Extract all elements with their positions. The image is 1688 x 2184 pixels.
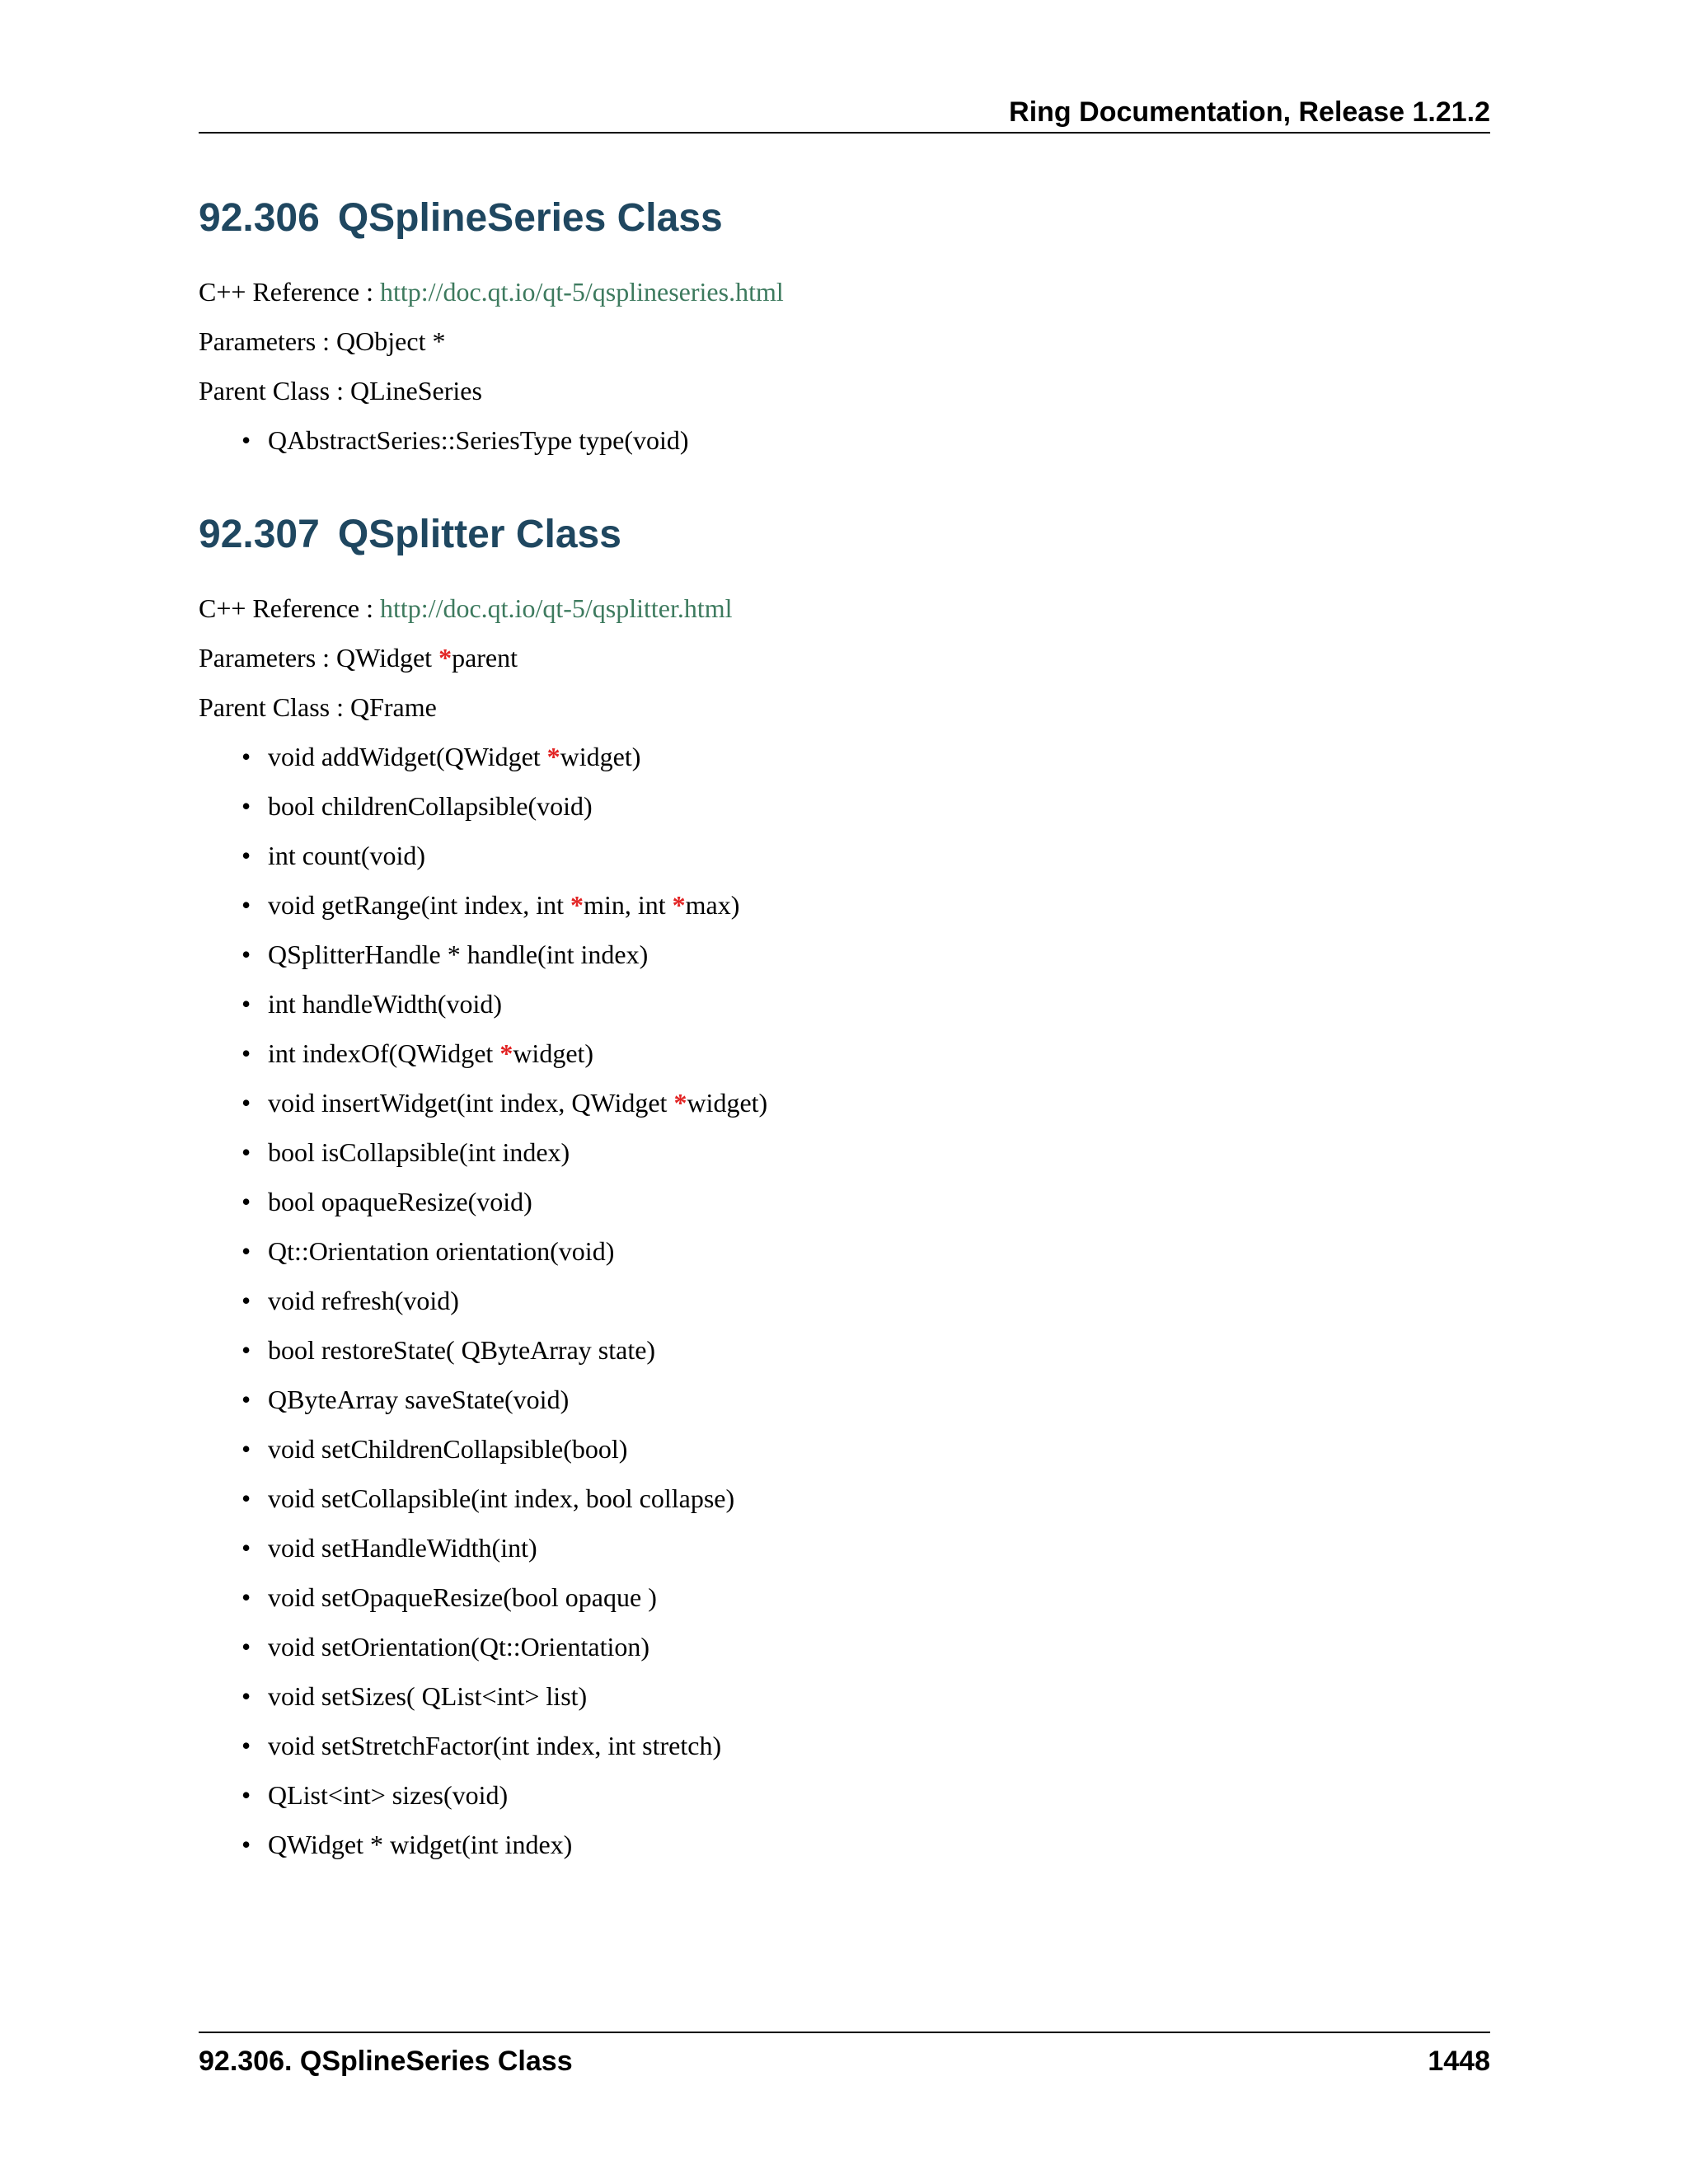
method-item [241, 1531, 1490, 1564]
parameters [199, 641, 1490, 674]
parent-class [199, 374, 1490, 407]
section-number: 92.307 [199, 513, 320, 556]
bullet-icon: • [241, 1187, 251, 1216]
method-signature: Qt::Orientation orientation(void) [268, 1236, 615, 1266]
bullet-icon: • [241, 1632, 251, 1661]
bullet-icon: • [241, 940, 251, 969]
method-item [241, 1432, 1490, 1465]
method-signature: QAbstractSeries::SeriesType type(void) [268, 425, 689, 455]
bullet-icon: • [241, 1434, 251, 1464]
page-number: 1448 [1428, 2046, 1490, 2077]
method-item [241, 839, 1490, 872]
method-signature: bool childrenCollapsible(void) [268, 791, 593, 821]
method-item [241, 987, 1490, 1020]
parent-class-label: Parent Class : [199, 692, 344, 722]
method-item [241, 1828, 1490, 1861]
method-item [241, 1086, 1490, 1119]
method-item [241, 1333, 1490, 1366]
bullet-icon: • [241, 1830, 251, 1859]
method-signature: bool opaqueResize(void) [268, 1187, 532, 1216]
page-footer [199, 2032, 1490, 2083]
cpp-reference-link[interactable]: http://doc.qt.io/qt-5/qsplineseries.html [380, 277, 784, 307]
section-qsplineseries [199, 190, 1490, 457]
bullet-icon: • [241, 742, 251, 771]
bullet-icon: • [241, 1137, 251, 1167]
bullet-icon: • [241, 989, 251, 1019]
cpp-reference [199, 592, 1490, 625]
parameters-value: QWidget *parent [336, 643, 518, 673]
method-list [199, 424, 1490, 457]
method-item [241, 938, 1490, 971]
pointer-star: * [672, 890, 686, 920]
pointer-star: * [673, 1088, 687, 1118]
method-item [241, 1383, 1490, 1416]
method-signature: void refresh(void) [268, 1286, 459, 1315]
method-signature: void setOrientation(Qt::Orientation) [268, 1632, 649, 1661]
bullet-icon: • [241, 1483, 251, 1513]
pointer-star: * [499, 1038, 513, 1068]
parameters-label: Parameters : [199, 643, 331, 673]
bullet-icon: • [241, 1582, 251, 1612]
bullet-icon: • [241, 1236, 251, 1266]
parent-class-value: QFrame [349, 692, 437, 722]
bullet-icon: • [241, 1731, 251, 1760]
cpp-reference [199, 275, 1490, 308]
method-item [241, 740, 1490, 773]
method-signature: int indexOf(QWidget *widget) [268, 1038, 594, 1068]
bullet-icon: • [241, 1088, 251, 1118]
method-item [241, 888, 1490, 921]
bullet-icon: • [241, 841, 251, 870]
method-signature: void insertWidget(int index, QWidget *widget) [268, 1088, 768, 1118]
method-item [241, 1581, 1490, 1614]
method-item [241, 790, 1490, 823]
bullet-icon: • [241, 890, 251, 920]
section-title: QSplitter Class [337, 513, 621, 556]
method-signature: QList<int> sizes(void) [268, 1780, 509, 1810]
method-signature: int handleWidth(void) [268, 989, 502, 1019]
bullet-icon: • [241, 1385, 251, 1414]
method-item [241, 1630, 1490, 1663]
section-heading [199, 190, 1490, 247]
parameters-label: Parameters : [199, 326, 331, 356]
method-signature: int count(void) [268, 841, 426, 870]
parent-class-label: Parent Class : [199, 376, 344, 405]
page-content [199, 190, 1490, 1877]
bullet-icon: • [241, 1533, 251, 1563]
method-item [241, 1779, 1490, 1811]
section-title: QSplineSeries Class [337, 196, 723, 240]
method-item [241, 1185, 1490, 1218]
method-signature: bool restoreState( QByteArray state) [268, 1335, 656, 1365]
parameters-value: QObject * [336, 326, 446, 356]
bullet-icon: • [241, 1681, 251, 1711]
cpp-reference-label: C++ Reference : [199, 593, 373, 623]
parent-class [199, 691, 1490, 724]
bullet-icon: • [241, 791, 251, 821]
method-signature: void setSizes( QList<int> list) [268, 1681, 588, 1711]
method-list [199, 740, 1490, 1861]
bullet-icon: • [241, 1335, 251, 1365]
method-signature: void getRange(int index, int *min, int *max) [268, 890, 740, 920]
parameters [199, 325, 1490, 358]
bullet-icon: • [241, 425, 251, 455]
method-item [241, 1284, 1490, 1317]
section-number: 92.306 [199, 196, 320, 240]
bullet-icon: • [241, 1286, 251, 1315]
method-signature: QSplitterHandle * handle(int index) [268, 940, 649, 969]
method-item [241, 1729, 1490, 1762]
method-signature: QByteArray saveState(void) [268, 1385, 570, 1414]
cpp-reference-label: C++ Reference : [199, 277, 373, 307]
method-item [241, 1680, 1490, 1713]
method-item [241, 1235, 1490, 1268]
method-signature: void setStretchFactor(int index, int stretch) [268, 1731, 722, 1760]
cpp-reference-link[interactable]: http://doc.qt.io/qt-5/qsplitter.html [380, 593, 733, 623]
method-item [241, 1482, 1490, 1515]
bullet-icon: • [241, 1780, 251, 1810]
pointer-star: * [570, 890, 584, 920]
method-signature: void addWidget(QWidget *widget) [268, 742, 641, 771]
pointer-star: * [438, 643, 452, 673]
method-item [241, 1136, 1490, 1169]
footer-section-title: 92.306. QSplineSeries Class [199, 2046, 573, 2077]
section-heading [199, 506, 1490, 564]
method-signature: void setChildrenCollapsible(bool) [268, 1434, 628, 1464]
parent-class-value: QLineSeries [349, 376, 482, 405]
method-signature: void setHandleWidth(int) [268, 1533, 537, 1563]
method-signature: void setOpaqueResize(bool opaque ) [268, 1582, 657, 1612]
section-qsplitter [199, 506, 1490, 1861]
method-signature: bool isCollapsible(int index) [268, 1137, 570, 1167]
method-item [241, 1037, 1490, 1070]
document-title: Ring Documentation, Release 1.21.2 [1009, 96, 1490, 128]
method-signature: QWidget * widget(int index) [268, 1830, 573, 1859]
pointer-star: * [546, 742, 560, 771]
method-item [241, 424, 1490, 457]
page-header [199, 91, 1490, 134]
method-signature: void setCollapsible(int index, bool collapse) [268, 1483, 735, 1513]
bullet-icon: • [241, 1038, 251, 1068]
